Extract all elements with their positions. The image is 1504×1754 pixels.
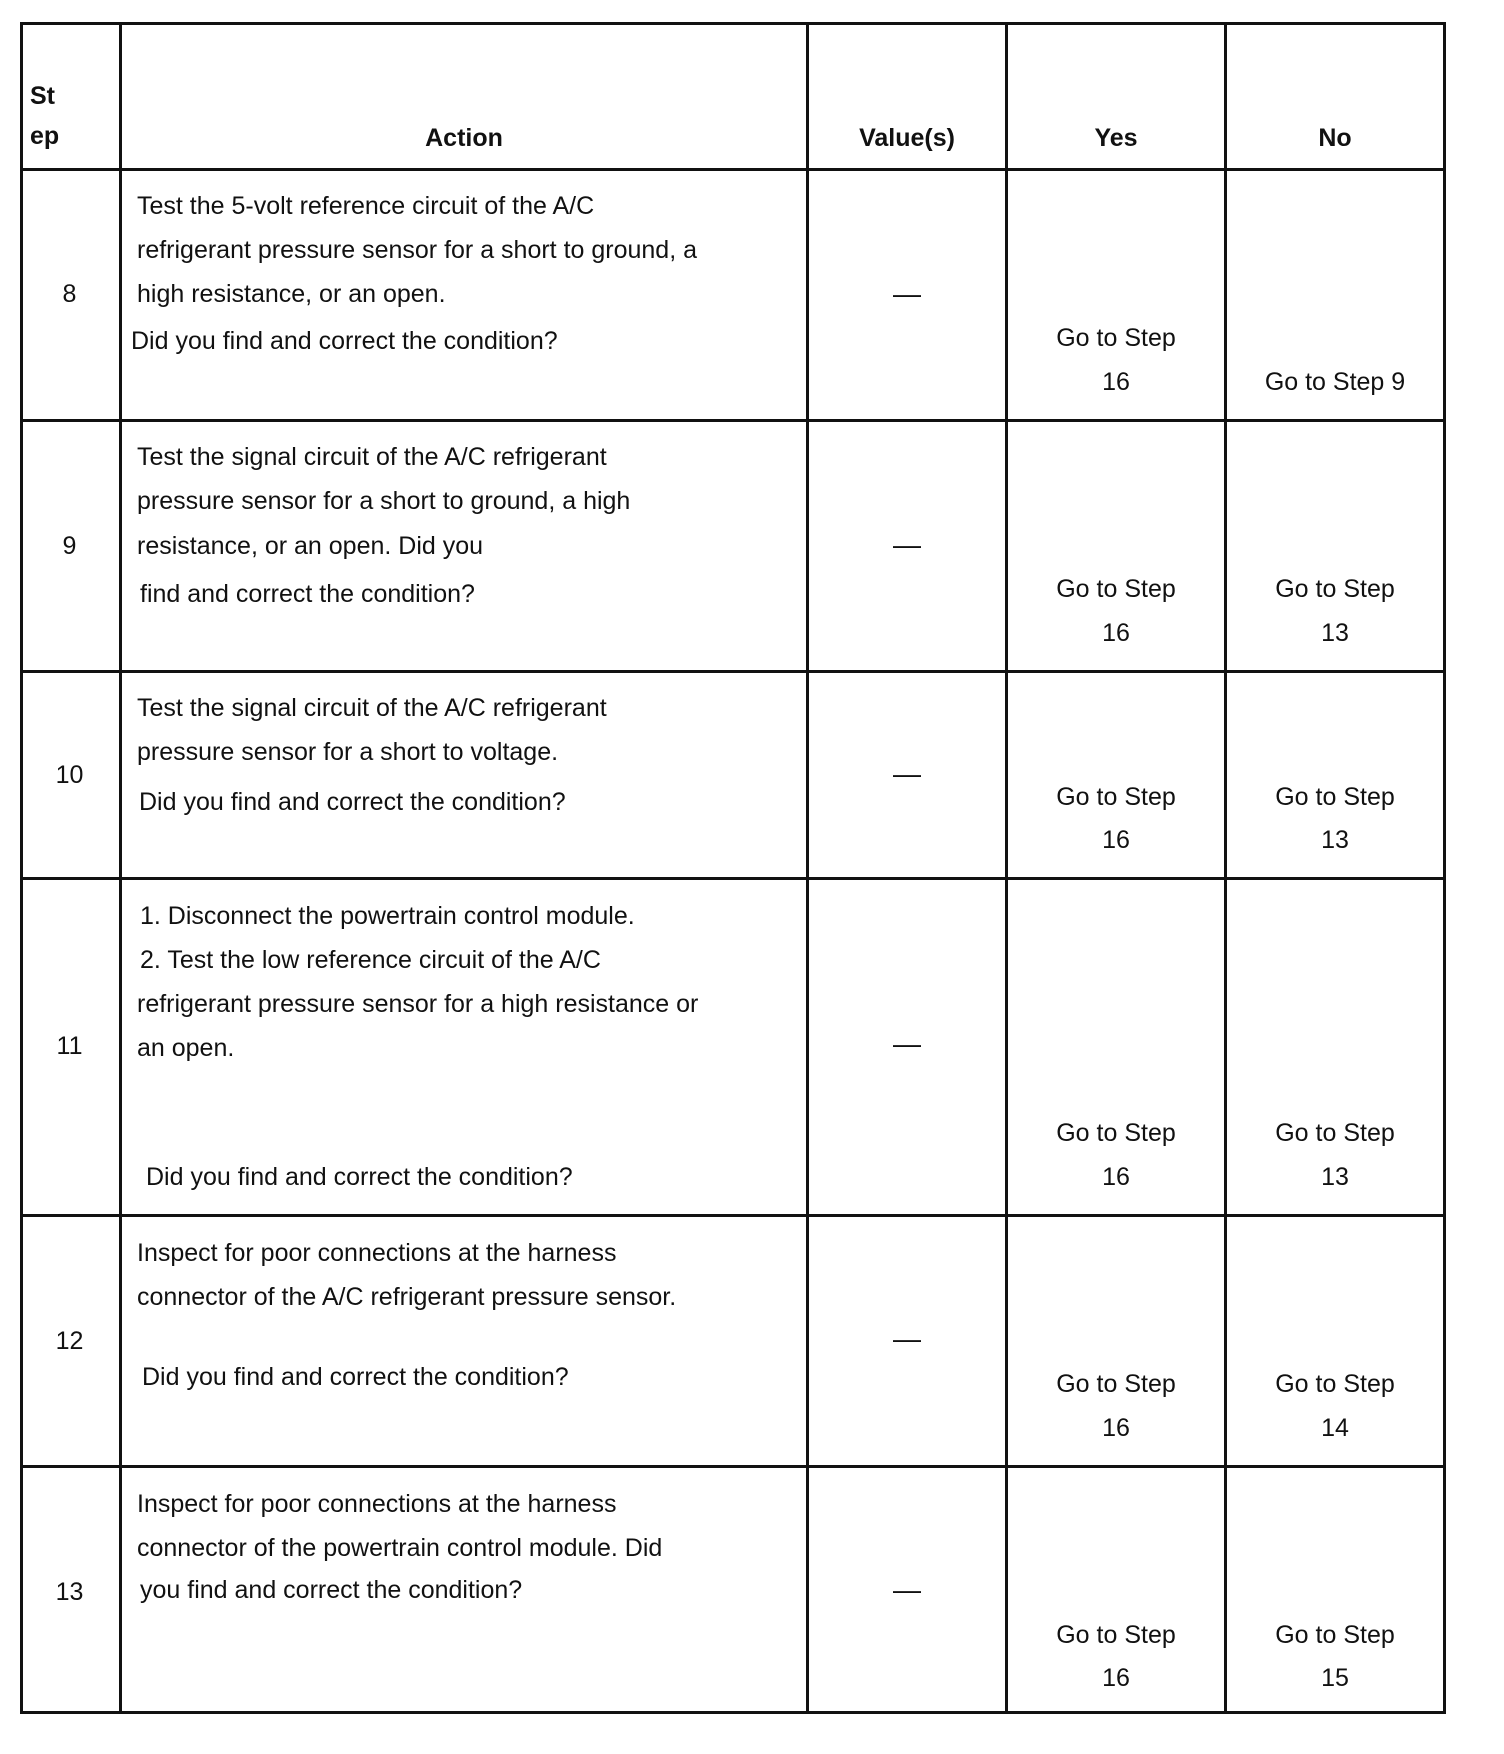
no-link-line1: Go to Step — [1275, 575, 1395, 603]
action-text-line: you find and correct the condition? — [140, 1576, 523, 1604]
value-dash: — — [893, 1028, 921, 1059]
action-text-line: Inspect for poor connections at the harness — [137, 1239, 617, 1267]
no-link-line2: 13 — [1321, 826, 1349, 854]
no-link-line1: Go to Step — [1275, 783, 1395, 811]
header-yes: Yes — [1094, 124, 1138, 152]
header-step-line1: St — [30, 82, 55, 110]
column-divider — [1005, 22, 1008, 1714]
action-question: Did you find and correct the condition? — [139, 788, 566, 816]
no-link-line2: 14 — [1321, 1414, 1349, 1442]
yes-link-line1: Go to Step — [1056, 783, 1176, 811]
action-text-line: Inspect for poor connections at the harness — [137, 1490, 617, 1518]
action-text-line: resistance, or an open. Did you — [137, 532, 484, 560]
step-number: 12 — [55, 1327, 84, 1355]
yes-link-line1: Go to Step — [1056, 1119, 1176, 1147]
no-link-line2: 15 — [1321, 1664, 1349, 1692]
step-number: 11 — [56, 1032, 83, 1060]
row-divider — [20, 168, 1446, 171]
column-divider — [806, 22, 809, 1714]
action-question: Did you find and correct the condition? — [146, 1163, 573, 1191]
row-divider — [20, 1465, 1446, 1468]
action-text-line: pressure sensor for a short to ground, a high — [137, 487, 631, 515]
action-text-line: refrigerant pressure sensor for a short to ground, a — [137, 236, 698, 264]
yes-link-line1: Go to Step — [1056, 575, 1176, 603]
yes-link-line2: 16 — [1102, 619, 1130, 647]
yes-link-line1: Go to Step — [1056, 324, 1176, 352]
yes-link-line2: 16 — [1102, 826, 1130, 854]
step-number: 10 — [55, 761, 84, 789]
step-number: 8 — [62, 280, 77, 308]
column-divider — [1224, 22, 1227, 1714]
no-link-line1: Go to Step — [1275, 1621, 1395, 1649]
action-list-item-1: 1. Disconnect the powertrain control module. — [140, 902, 635, 930]
no-link-line1: Go to Step — [1275, 1119, 1395, 1147]
value-dash: — — [893, 529, 921, 560]
action-question: Did you find and correct the condition? — [131, 327, 558, 355]
column-divider — [119, 22, 122, 1714]
yes-link-line1: Go to Step — [1056, 1370, 1176, 1398]
action-text-line: Test the signal circuit of the A/C refrigerant — [137, 694, 607, 722]
value-dash: — — [893, 758, 921, 789]
row-divider — [20, 877, 1446, 880]
action-text-line: connector of the A/C refrigerant pressure sensor. — [137, 1283, 677, 1311]
header-values: Value(s) — [859, 124, 955, 152]
value-dash: — — [893, 1574, 921, 1605]
value-dash: — — [893, 1323, 921, 1354]
header-action: Action — [425, 124, 503, 152]
action-question: Did you find and correct the condition? — [142, 1363, 569, 1391]
action-text-line: connector of the powertrain control module. Did — [137, 1534, 663, 1562]
no-link-line2: 13 — [1321, 1163, 1349, 1191]
row-divider — [20, 670, 1446, 673]
row-divider — [20, 419, 1446, 422]
action-text-line: Test the 5-volt reference circuit of the A/C — [137, 192, 595, 220]
yes-link-line2: 16 — [1102, 1664, 1130, 1692]
row-divider — [20, 1214, 1446, 1217]
header-step-line2: ep — [30, 122, 60, 150]
action-text-line: Test the signal circuit of the A/C refrigerant — [137, 443, 607, 471]
value-dash: — — [893, 278, 921, 309]
action-list-item-2: 2. Test the low reference circuit of the A/C — [140, 946, 601, 974]
step-number: 13 — [55, 1578, 84, 1606]
action-question: find and correct the condition? — [140, 580, 475, 608]
no-link-line1: Go to Step 9 — [1264, 368, 1406, 396]
no-link-line2: 13 — [1321, 619, 1349, 647]
action-text-line: refrigerant pressure sensor for a high resistance or — [137, 990, 699, 1018]
table-border — [20, 22, 1446, 1714]
action-text-line: pressure sensor for a short to voltage. — [137, 738, 559, 766]
yes-link-line2: 16 — [1102, 368, 1130, 396]
action-text-line: an open. — [137, 1034, 235, 1062]
header-step — [30, 76, 59, 156]
yes-link-line2: 16 — [1102, 1414, 1130, 1442]
no-link-line1: Go to Step — [1275, 1370, 1395, 1398]
yes-link-line2: 16 — [1102, 1163, 1130, 1191]
header-no: No — [1318, 124, 1352, 152]
step-number: 9 — [62, 532, 77, 560]
action-text-line: high resistance, or an open. — [137, 280, 446, 308]
yes-link-line1: Go to Step — [1056, 1621, 1176, 1649]
